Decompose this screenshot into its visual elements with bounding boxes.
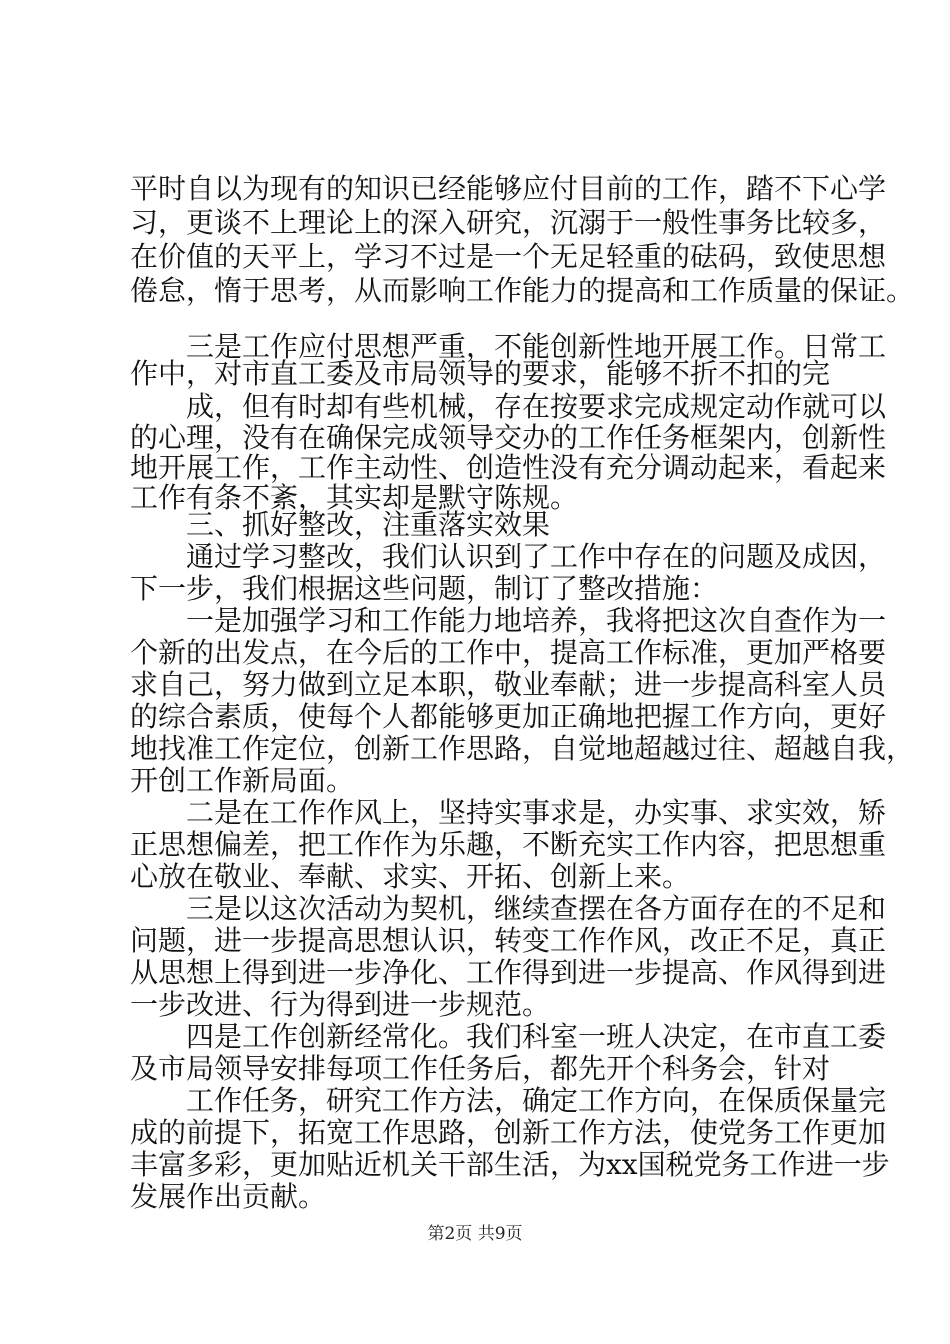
section-heading: 三、抓好整改，注重落实效果 (130, 508, 551, 541)
text-line: 下一步，我们根据这些问题，制订了整改措施： (130, 572, 719, 605)
text-line: 丰富多彩，更加贴近机关干部生活，为xx国税党务工作进一步 (130, 1148, 890, 1181)
text-line: 成，但有时却有些机械，存在按要求完成规定动作就可以 (130, 390, 887, 423)
text-line: 个新的出发点，在今后的工作中，提高工作标准，更加严格要 (130, 636, 887, 669)
text-line: 三是工作应付思想严重，不能创新性地开展工作。日常工 (130, 330, 887, 363)
text-line: 二是在工作作风上，坚持实事求是，办实事、求实效，矫 (130, 796, 887, 829)
text-line: 一是加强学习和工作能力地培养，我将把这次自查作为一 (130, 604, 887, 637)
text-line: 发展作出贡献。 (130, 1180, 327, 1213)
text-line: 成的前提下，拓宽工作思路，创新工作方法，使党务工作更加 (130, 1116, 887, 1149)
text-line: 习，更谈不上理论上的深入研究，沉溺于一般性事务比较多， (130, 206, 887, 239)
text-line: 求自己，努力做到立足本职，敬业奉献；进一步提高科室人员 (130, 668, 887, 701)
text-line: 开创工作新局面。 (130, 764, 355, 797)
text-line: 地开展工作，工作主动性、创造性没有充分调动起来，看起来 (130, 451, 887, 484)
text-line: 平时自以为现有的知识已经能够应付目前的工作，踏不下心学 (130, 172, 887, 205)
text-line: 一步改进、行为得到进一步规范。 (130, 988, 551, 1021)
text-line: 问题，进一步提高思想认识，转变工作作风，改正不足，真正 (130, 924, 887, 957)
text-line: 三是以这次活动为契机，继续查摆在各方面存在的不足和 (130, 892, 887, 925)
text-line: 在价值的天平上，学习不过是一个无足轻重的砝码，致使思想 (130, 240, 887, 273)
text-line: 的心理，没有在确保完成领导交办的工作任务框架内，创新性 (130, 421, 887, 454)
text-line: 通过学习整改，我们认识到了工作中存在的问题及成因， (130, 540, 887, 573)
page-number-footer: 第2页 共9页 (427, 1224, 523, 1244)
text-line: 作中，对市直工委及市局领导的要求，能够不折不扣的完 (130, 357, 831, 390)
text-line: 从思想上得到进一步净化、工作得到进一步提高、作风得到进 (130, 956, 887, 989)
text-line: 工作任务，研究工作方法，确定工作方向，在保质保量完 (130, 1084, 887, 1117)
text-line: 四是工作创新经常化。我们科室一班人决定，在市直工委 (130, 1020, 887, 1053)
text-line: 正思想偏差，把工作作为乐趣，不断充实工作内容，把思想重 (130, 828, 887, 861)
text-line: 的综合素质，使每个人都能够更加正确地把握工作方向，更好 (130, 700, 887, 733)
text-line: 工作有条不紊，其实却是默守陈规。 (130, 481, 579, 514)
text-line: 地找准工作定位，创新工作思路，自觉地超越过往、超越自我， (130, 732, 915, 765)
text-line: 倦怠，惰于思考，从而影响工作能力的提高和工作质量的保证。 (130, 274, 915, 307)
text-line: 心放在敬业、奉献、求实、开拓、创新上来。 (130, 860, 691, 893)
text-line: 及市局领导安排每项工作任务后，都先开个科务会，针对 (130, 1052, 831, 1085)
